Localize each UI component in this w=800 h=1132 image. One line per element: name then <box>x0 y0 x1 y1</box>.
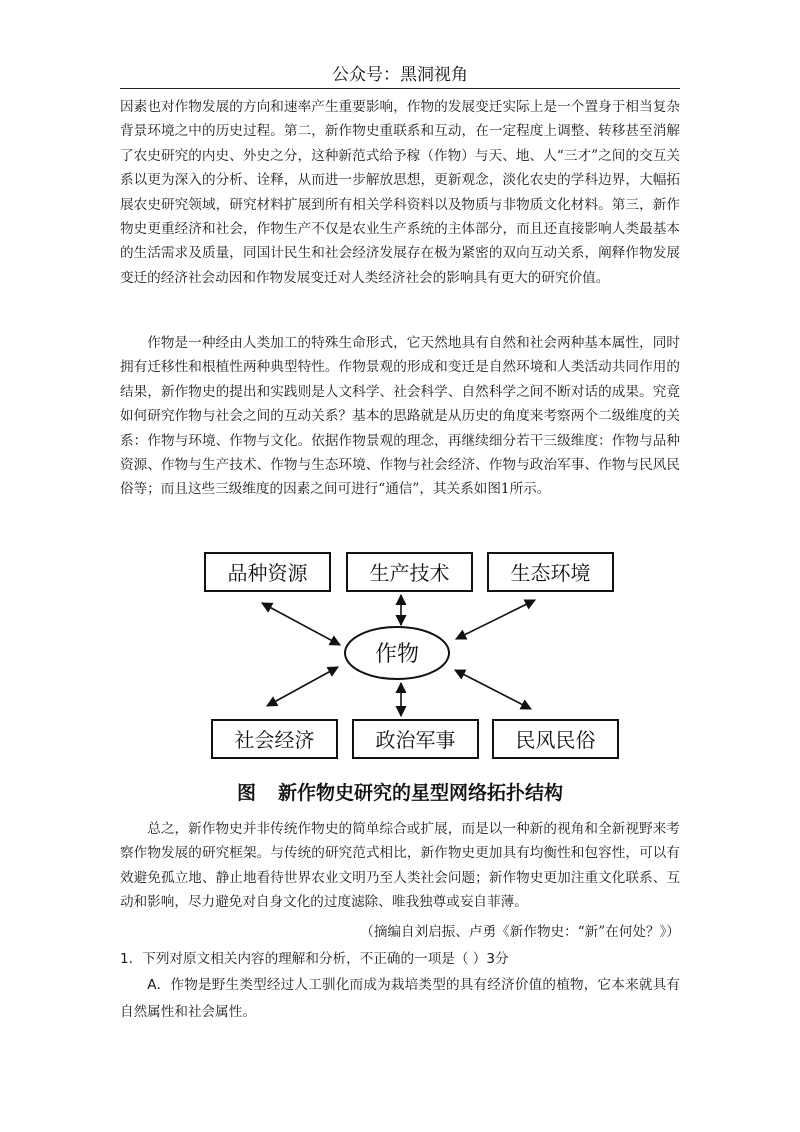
caption-title: 新作物史研究的星型网络拓扑结构 <box>278 782 564 804</box>
figure-caption <box>0 778 800 805</box>
box-variety-resources <box>205 553 330 591</box>
paragraph-3: 总之，新作物史并非传统作物史的简单综合或扩展，而是以一种新的视角和全新视野来考察作物发展的研究框架。与传统的研究范式相比，新作物史更加具有均衡性和包容性，可以有效避免孤立地、静止地看待世界农业文明乃至人类社会问题；新作物史更加注重文化联系、互动和影响，尽力避免对自身文化的过度滤除、唯我独尊或妄自菲薄。 <box>120 821 680 911</box>
box-label: 品种资源 <box>227 561 308 585</box>
arrow-customs-crop <box>455 670 531 709</box>
header-divider <box>120 88 680 89</box>
paragraph-2: 作物是一种经由人类加工的特殊生命形式，它天然地具有自然和社会两种基本属性，同时拥有迁移性和根植性两种典型特性。作物景观的形成和变迁是自然环境和人类活动共同作用的结果，新作物史的提出和实践则是人文科学、社会科学、自然科学之间不断对话的成果。究竟如何研究作物与社会之间的互动关系？基本的思路就是从历史的角度来考察两个二级维度的关系：作物与环境、作物与文化。依据作物景观的理念，再继续细分若干三级维度：作物与品种资源、作物与生产技术、作物与生态环境、作物与社会经济、作物与政治军事、作物与民风民俗等；而且这些三级维度的因素之间可进行“通信”，其关系如图1所示。 <box>120 335 680 498</box>
box-folk-customs <box>493 720 618 758</box>
box-production-technology <box>347 553 472 591</box>
box-label: 政治军事 <box>375 728 456 752</box>
arrow-ecology-crop <box>456 600 535 639</box>
arrow-variety-crop <box>262 603 340 645</box>
center-label: 作物 <box>374 642 420 667</box>
box-label: 生产技术 <box>369 561 450 585</box>
center-node-crop <box>345 627 449 679</box>
box-politics-military <box>353 720 478 758</box>
box-ecological-environment <box>488 553 613 591</box>
paragraph-1: 因素也对作物发展的方向和速率产生重要影响，作物的发展变迁实际上是一个置身于相当复杂背景环境之中的历史过程。第二，新作物史重联系和互动，在一定程度上调整、转移甚至消解了农史研究的内史、外史之分，这种新范式给予稼（作物）与天、地、人“三才”之间的交互关系以更为深入的分析、诠释，从而进一步解放思想，更新观念，淡化农史的学科边界，大幅拓展农史研究领域，研究材料扩展到所有相关学科资料以及物质与非物质文化材料。第三，新作物史更重经济和社会，作物生产不仅是农业生产系统的主体部分，而且还直接影响人类最基本的生活需求及质量，同国计民生和社会经济发展存在极为紧密的双向互动关系，阐释作物发展变迁的经济社会动因和作物发展变迁对人类经济社会的影响具有更大的研究价值。 <box>120 99 680 286</box>
box-label: 生态环境 <box>510 561 591 585</box>
source-citation: （摘编自刘启振、卢勇《新作物史：“新”在何处？》） <box>360 924 680 940</box>
caption-label: 图 <box>236 782 256 804</box>
question-1-option-a: A．作物是野生类型经过人工驯化而成为栽培类型的具有经济价值的植物，它本来就具有自然属性和社会属性。 <box>120 977 680 1020</box>
box-label: 社会经济 <box>234 728 315 752</box>
box-social-economy <box>212 720 337 758</box>
question-1-title: 1．下列对原文相关内容的理解和分析，不正确的一项是（ ）3分 <box>120 951 509 967</box>
arrow-economy-crop <box>267 667 338 706</box>
box-label: 民风民俗 <box>515 728 596 752</box>
star-network-diagram <box>200 548 620 773</box>
page-header: 公众号：黑洞视角 <box>332 65 468 85</box>
